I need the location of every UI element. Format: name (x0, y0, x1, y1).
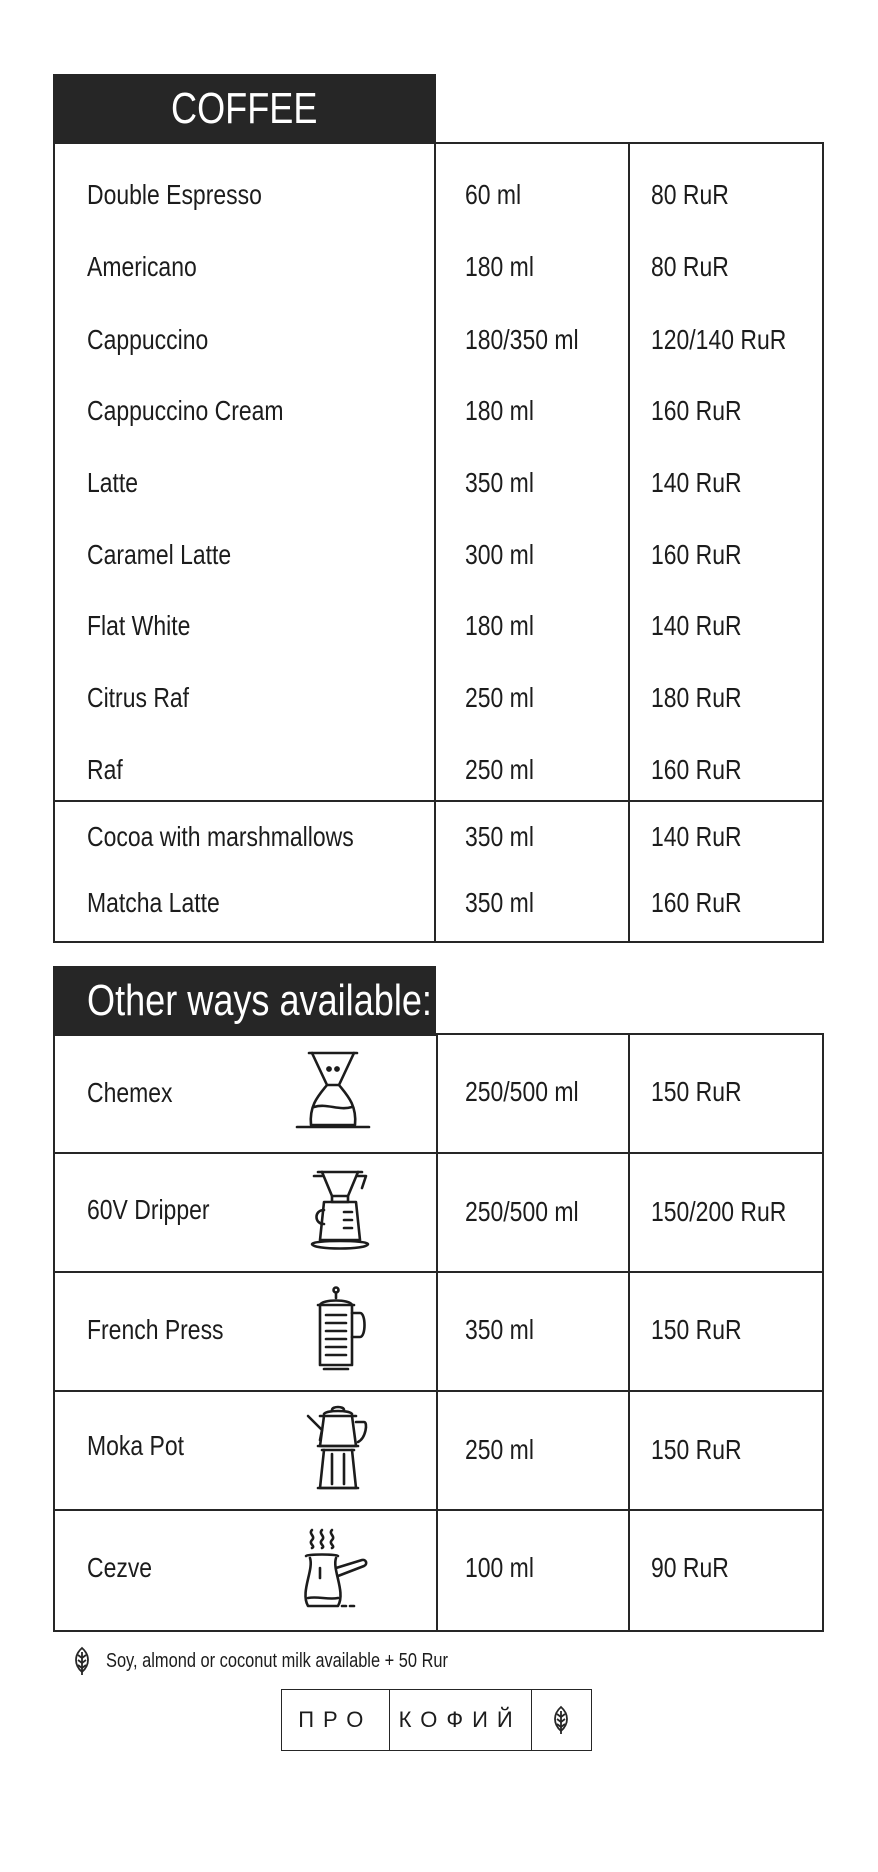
coffee-extra-item-volume: 350 ml (465, 887, 534, 918)
coffee-item-price: 140 RuR (651, 467, 742, 498)
leaf-icon (72, 1646, 92, 1676)
other-table-row-line (53, 1271, 824, 1273)
brand-logo (281, 1689, 592, 1751)
brew-method-price: 150 RuR (651, 1434, 742, 1465)
coffee-item-price: 120/140 RuR (651, 324, 787, 355)
french-press-icon (294, 1285, 384, 1375)
other-table-row-line (53, 1390, 824, 1392)
coffee-item-price: 80 RuR (651, 251, 729, 282)
coffee-item-volume: 180 ml (465, 610, 534, 641)
coffee-table-divider (434, 142, 436, 943)
dripper-icon (294, 1166, 384, 1256)
coffee-item-name: Cappuccino (87, 324, 209, 355)
brew-method-price: 150 RuR (651, 1076, 742, 1107)
coffee-item-name: Citrus Raf (87, 682, 190, 713)
other-table-row-line (53, 1509, 824, 1511)
cezve-icon (290, 1524, 380, 1614)
milk-note (72, 1644, 523, 1678)
coffee-extra-item-price: 140 RuR (651, 821, 742, 852)
coffee-item-price: 160 RuR (651, 754, 742, 785)
chemex-icon (287, 1047, 377, 1137)
coffee-item-name: Flat White (87, 610, 191, 641)
other-section-title: Other ways available: (53, 966, 436, 1036)
coffee-item-price: 160 RuR (651, 395, 742, 426)
coffee-item-price: 160 RuR (651, 539, 742, 570)
coffee-extra-item-volume: 350 ml (465, 821, 534, 852)
coffee-item-volume: 250 ml (465, 754, 534, 785)
brew-method-name: Chemex (87, 1077, 173, 1108)
brew-method-price: 150/200 RuR (651, 1196, 787, 1227)
brew-method-name: French Press (87, 1314, 224, 1345)
brew-method-price: 90 RuR (651, 1552, 729, 1583)
brew-method-price: 150 RuR (651, 1314, 742, 1345)
brew-method-volume: 100 ml (465, 1552, 534, 1583)
coffee-item-price: 140 RuR (651, 610, 742, 641)
milk-note-text: Soy, almond or coconut milk available + 50 Rur (106, 1649, 448, 1672)
coffee-item-volume: 180 ml (465, 395, 534, 426)
coffee-item-name: Cappuccino Cream (87, 395, 284, 426)
coffee-section-title: COFFEE (53, 74, 436, 144)
coffee-table-divider (628, 142, 630, 943)
moka-pot-icon (294, 1404, 384, 1494)
coffee-item-name: Americano (87, 251, 197, 282)
brew-method-name: Moka Pot (87, 1430, 184, 1461)
coffee-item-price: 180 RuR (651, 682, 742, 713)
coffee-item-volume: 350 ml (465, 467, 534, 498)
brew-method-volume: 250 ml (465, 1434, 534, 1465)
leaf-icon (532, 1690, 591, 1750)
coffee-extra-item-name: Matcha Latte (87, 887, 220, 918)
brew-method-volume: 250/500 ml (465, 1196, 579, 1227)
other-table-divider (628, 1033, 630, 1632)
brew-method-volume: 250/500 ml (465, 1076, 579, 1107)
coffee-item-name: Raf (87, 754, 123, 785)
coffee-item-name: Caramel Latte (87, 539, 232, 570)
coffee-item-volume: 250 ml (465, 682, 534, 713)
brand-logo-part1: ПРО (282, 1690, 390, 1750)
coffee-item-volume: 60 ml (465, 179, 522, 210)
coffee-extra-item-price: 160 RuR (651, 887, 742, 918)
coffee-item-price: 80 RuR (651, 179, 729, 210)
coffee-item-name: Latte (87, 467, 139, 498)
coffee-item-volume: 180 ml (465, 251, 534, 282)
coffee-item-name: Double Espresso (87, 179, 262, 210)
brew-method-volume: 350 ml (465, 1314, 534, 1345)
brew-method-name: Cezve (87, 1552, 153, 1583)
coffee-extra-item-name: Cocoa with marshmallows (87, 821, 354, 852)
coffee-item-volume: 180/350 ml (465, 324, 579, 355)
brand-logo-part2: КОФИЙ (390, 1690, 532, 1750)
brew-method-name: 60V Dripper (87, 1194, 210, 1225)
other-table-row-line (53, 1152, 824, 1154)
other-table-divider (436, 1033, 438, 1632)
coffee-item-volume: 300 ml (465, 539, 534, 570)
coffee-table-separator (53, 800, 824, 802)
